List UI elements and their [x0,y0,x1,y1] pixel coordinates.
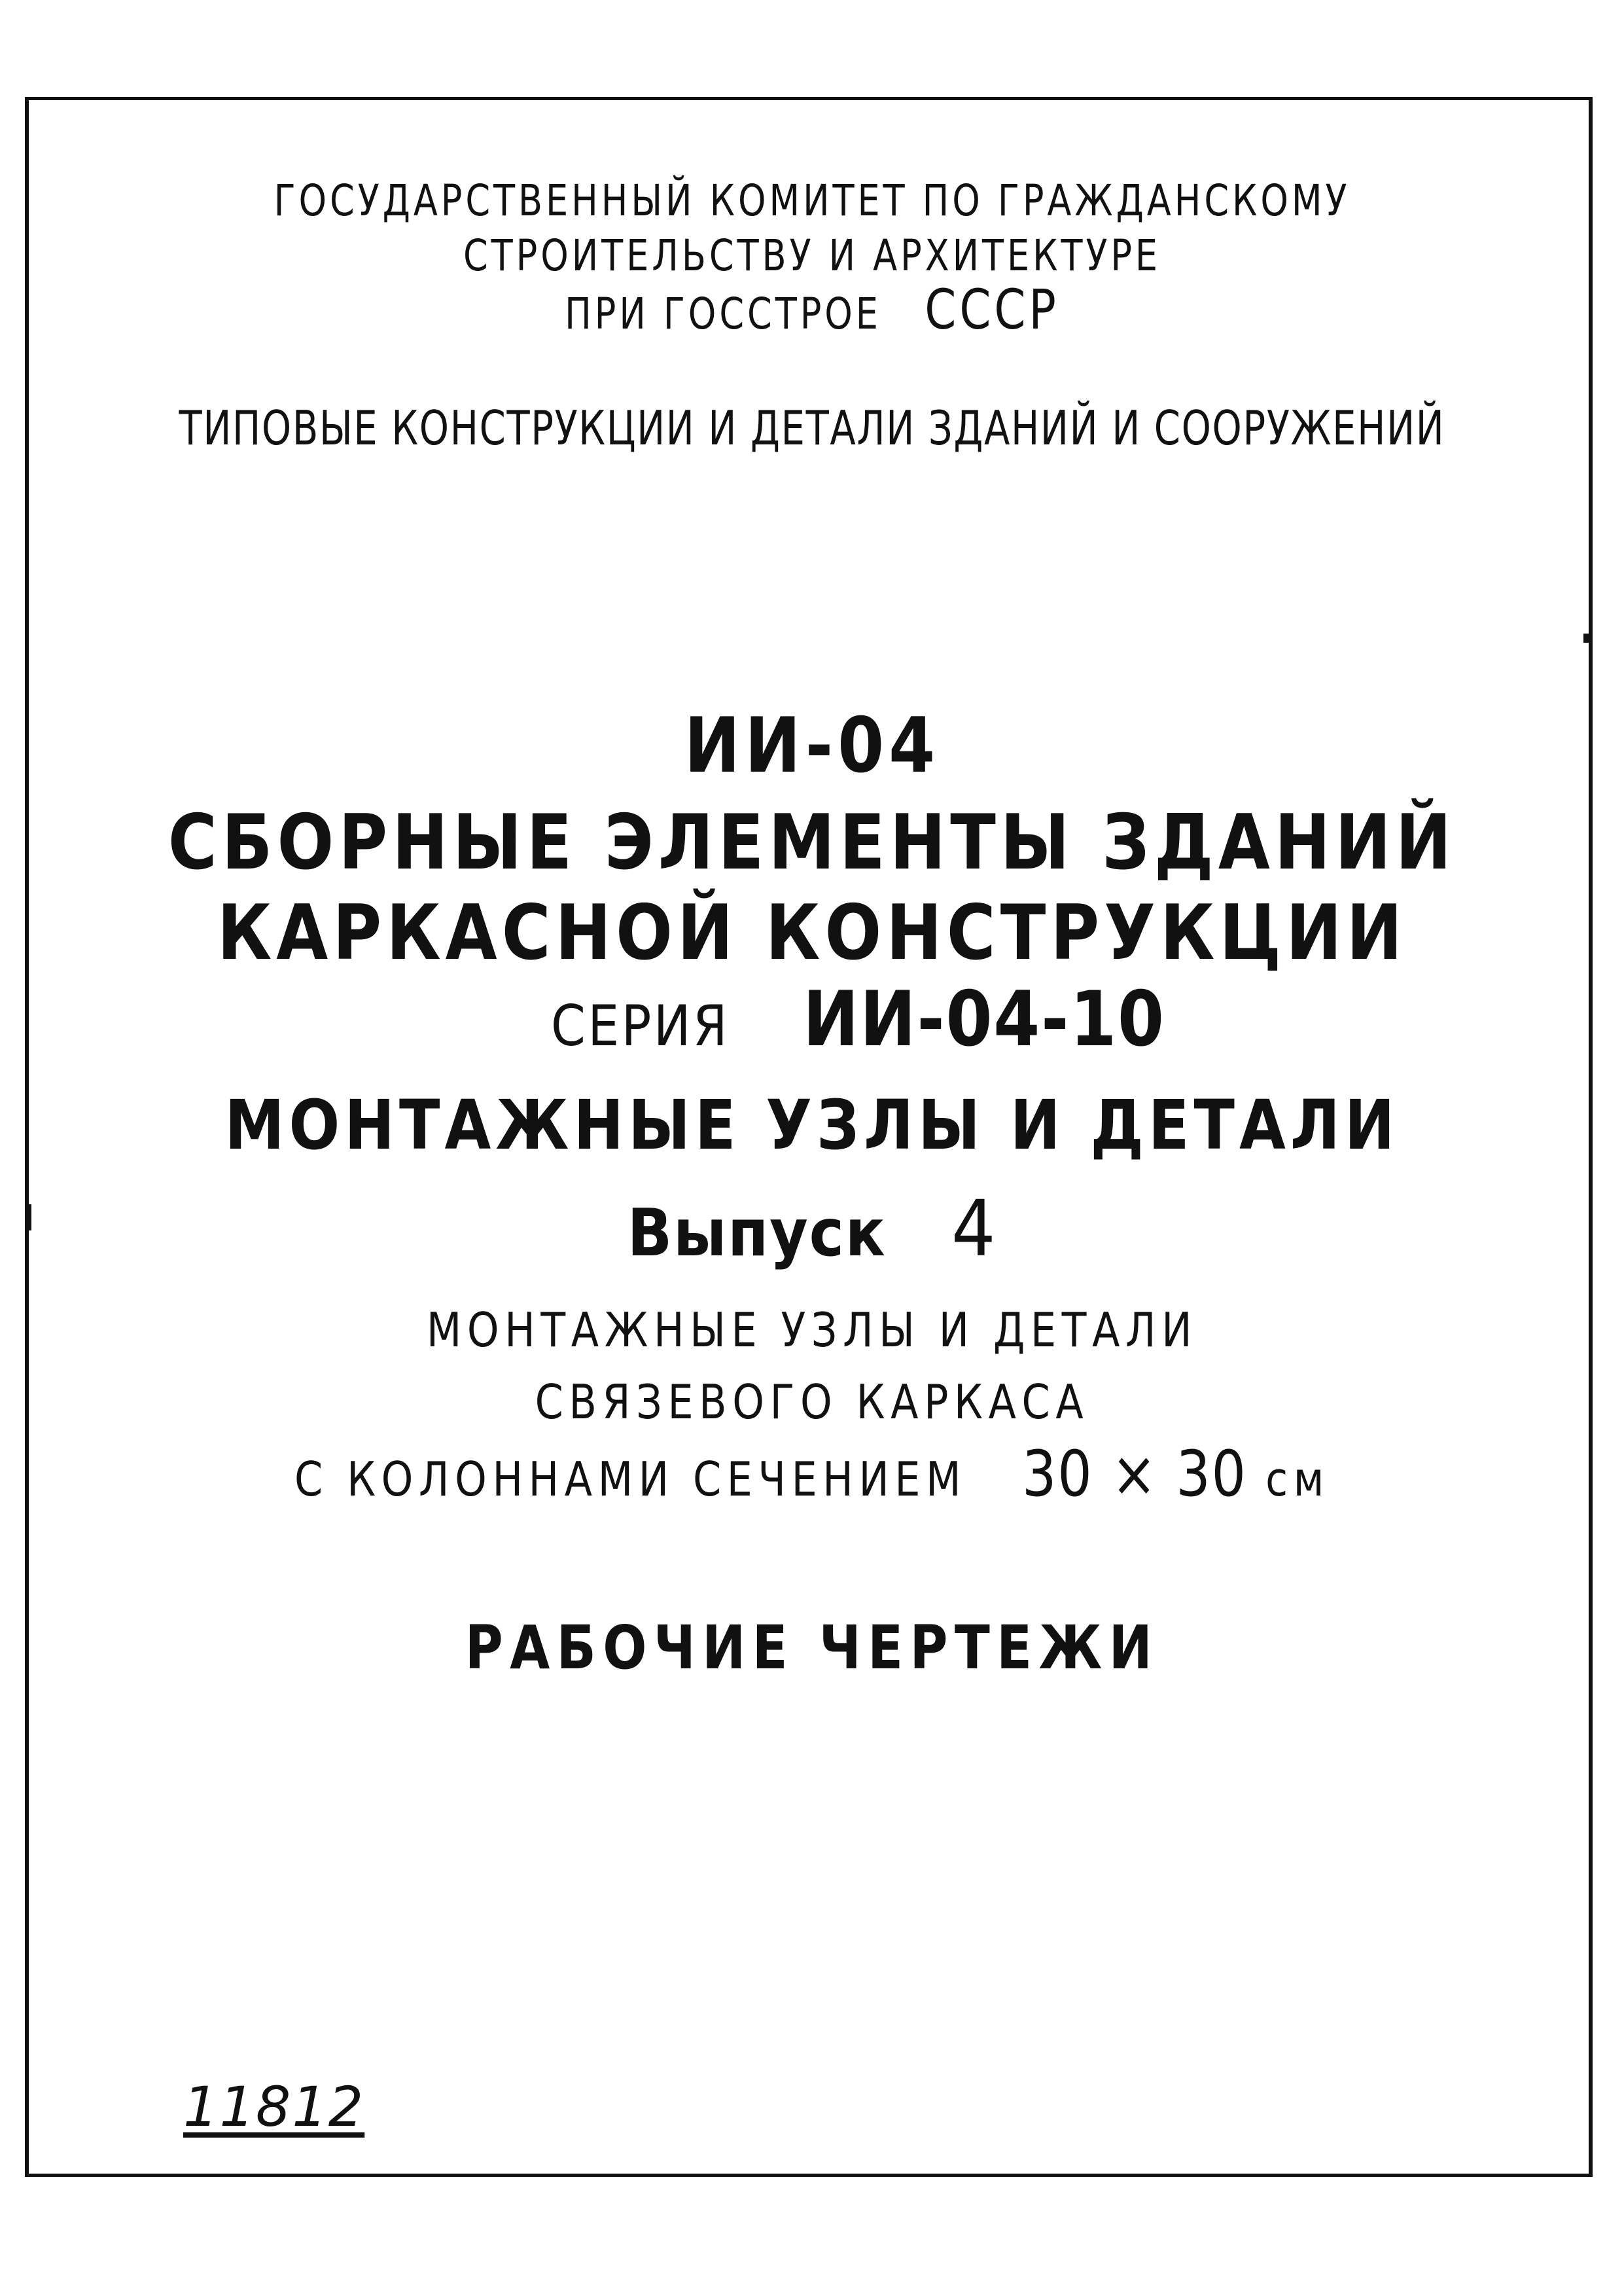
inventory-number: 11812 [183,2075,365,2139]
issue-subject-unit: см [1265,1452,1330,1507]
title-line-2 [97,889,1527,977]
issue-number: 4 [951,1183,997,1274]
org-line-1-text: ГОСУДАРСТВЕННЫЙ КОМИТЕТ ПО ГРАЖДАНСКОМУ [274,175,1350,226]
series-label: СЕРИЯ [551,994,730,1059]
doc-type-text: РАБОЧИЕ ЧЕРТЕЖИ [465,1613,1159,1683]
series-code: ИИ-04-10 [803,975,1165,1064]
org-line-2-text: СТРОИТЕЛЬСТВУ И АРХИТЕКТУРЕ [463,230,1161,281]
issue-subject-line-1 [114,1302,1511,1357]
margin-mark [1583,634,1591,643]
issue-subject-dims: 30 × 30 [1021,1437,1247,1511]
issue-line [81,1183,1543,1274]
title-line-2-text: КАРКАСНОЙ КОНСТРУКЦИИ [217,889,1407,977]
org-line-2 [146,230,1477,281]
subject [97,1085,1527,1165]
org-line-1 [146,175,1477,226]
title-code-text: ИИ-04 [684,702,940,790]
title-line-1 [97,798,1527,887]
title-line-1-text: СБОРНЫЕ ЭЛЕМЕНТЫ ЗДАНИЙ [168,798,1456,887]
margin-mark [27,1204,31,1230]
issue-label: Выпуск [627,1194,887,1271]
collection-title-text: ТИПОВЫЕ КОНСТРУКЦИИ И ДЕТАЛИ ЗДАНИЙ И СООРУЖЕНИЙ [179,401,1445,456]
org-line-3-country: СССР [925,278,1059,342]
issue-subject-line-2 [114,1374,1511,1429]
subject-text: МОНТАЖНЫЕ УЗЛЫ И ДЕТАЛИ [224,1085,1400,1165]
issue-subject-line-1-text: МОНТАЖНЫЕ УЗЛЫ И ДЕТАЛИ [426,1302,1198,1357]
doc-type [114,1613,1511,1683]
issue-subject-line-3-prefix: С КОЛОННАМИ СЕЧЕНИЕМ [294,1452,967,1507]
issue-subject-line-2-text: СВЯЗЕВОГО КАРКАСА [535,1374,1089,1429]
title-code [97,702,1527,790]
collection-title [162,401,1462,456]
series-line [97,975,1527,1064]
org-line-3-prefix: ПРИ ГОССТРОЕ [565,289,881,339]
issue-subject-line-3 [114,1437,1511,1511]
org-line-3 [146,278,1477,342]
